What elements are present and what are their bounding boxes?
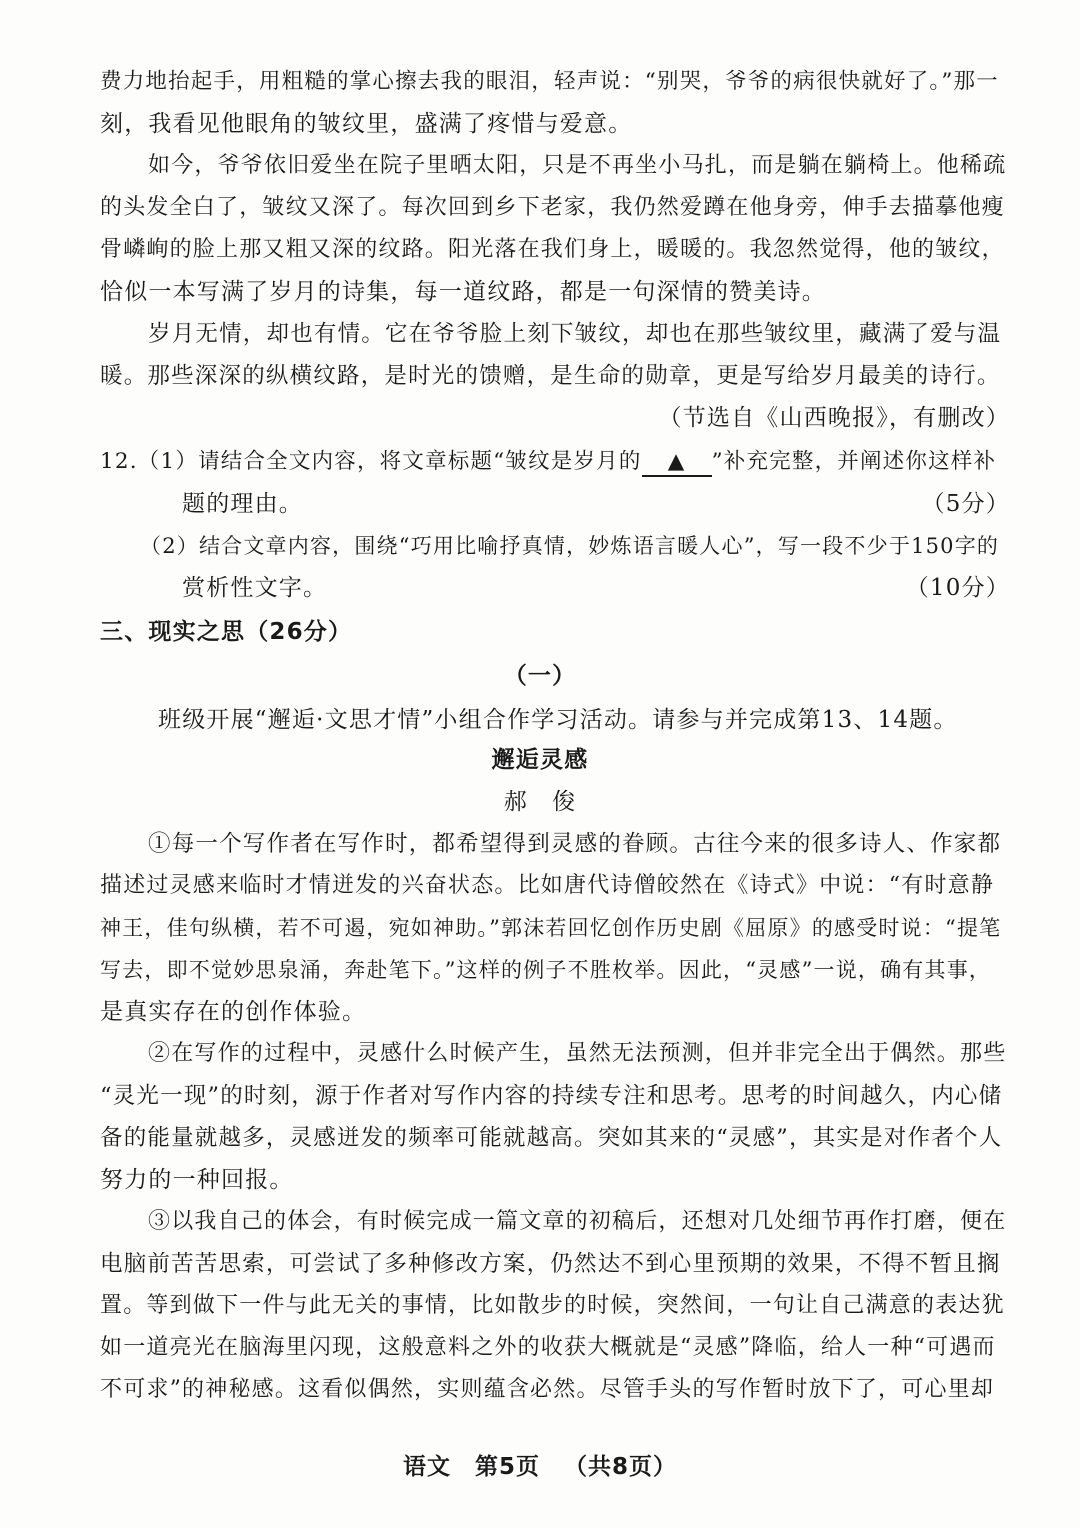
passage-line: 暖。那些深深的纵横纹路，是时光的馈赠，是生命的勋章，更是写给岁月最美的诗行。 — [100, 363, 1001, 389]
source-note: （节选自《山西晚报》，有删改） — [658, 405, 1010, 431]
q12-part1-prefix: 12.（1）请结合全文内容，将文章标题“皱纹是岁月的 — [100, 449, 642, 474]
passage-line: 费力地抬起手，用粗糙的掌心擦去我的眼泪，轻声说：“别哭，爷爷的病很快就好了。”那一 — [100, 69, 999, 94]
article-line: ③以我自己的体会，有时候完成一篇文章的初稿后，还想对几处细节再作打磨，便在 — [148, 1209, 1007, 1234]
passage-line: 的头发全白了，皱纹又深了。每次回到乡下老家，我仍然爱蹲在他身旁，伸手去描摹他瘦 — [100, 195, 1005, 220]
article-line: 不可求”的神秘感。这看似偶然，实则蕴含必然。尽管手头的写作暂时放下了，可心里却 — [100, 1377, 995, 1402]
q12-part1-line2 — [182, 484, 1010, 524]
article-line: 描述过灵感来临时才情迸发的兴奋状态。比如唐代诗僧皎然在《诗式》中说：“有时意静 — [100, 873, 995, 898]
passage-line: 岁月无情，却也有情。它在爷爷脸上刻下皱纹，却也在那些皱纹里，藏满了爱与温 — [148, 321, 1002, 347]
q12-part2: （2）结合文章内容，围绕“巧用比喻抒真情，妙炼语言暖人心”，写一段不少于150字的 — [140, 534, 1000, 558]
activity-intro: 班级开展“邂逅·文思才情”小组合作学习活动。请参与并完成第13、14题。 — [158, 707, 958, 733]
article-line: 努力的一种回报。 — [100, 1167, 294, 1193]
footer-subject: 语文 — [402, 1454, 451, 1480]
article-line: 神王，佳句纵横，若不可遏，宛如神助。”郭沫若回忆创作历史剧《屈原》的感受时说：“提笔 — [100, 916, 1002, 940]
q12-part1 — [100, 442, 1010, 482]
part-number: （一） — [503, 663, 577, 689]
passage-line: 刻，我看见他眼角的皱纹里，盛满了疼惜与爱意。 — [100, 111, 633, 137]
q12-part2-score: （10分） — [905, 575, 1010, 601]
passage-line: 恰似一本写满了岁月的诗集，每一道纹路，都是一句深情的赞美诗。 — [100, 279, 826, 305]
article-line: 是真实存在的创作体验。 — [100, 999, 367, 1025]
footer-page: 第5页 — [474, 1454, 540, 1480]
article-line: 写去，即不觉妙思泉涌，奔赴笔下。”这样的例子不胜枚举。因此，“灵感”一说，确有其事， — [100, 958, 992, 982]
q12-part2-line2 — [182, 568, 1010, 608]
q12-part1-text: 题的理由。 — [182, 491, 303, 517]
passage-line: 骨嶙峋的脸上那又粗又深的纹路。阳光落在我们身上，暖暖的。我忽然觉得，他的皱纹， — [100, 237, 1005, 262]
q12-part1-score: （5分） — [921, 491, 1010, 517]
article-line: 电脑前苦苦思索，可尝试了多种修改方案，仍然达不到心里预期的效果，不得不暂且搁 — [100, 1251, 1001, 1277]
article-line: 置。等到做下一件与此无关的事情，比如散步的时候，突然间，一句让自己满意的表达犹 — [100, 1293, 1005, 1318]
q12-part1-suffix: ”补充完整，并阐述你这样补 — [711, 449, 997, 474]
passage-line: 如今，爷爷依旧爱坐在院子里晒太阳，只是不再坐小马扎，而是躺在躺椅上。他稀疏 — [148, 153, 1007, 178]
section-heading: 三、现实之思（26分） — [100, 619, 353, 645]
article-line: ②在写作的过程中，灵感什么时候产生，虽然无法预测，但并非完全出于偶然。那些 — [148, 1041, 1007, 1066]
article-author: 郝 俊 — [503, 789, 577, 815]
article-line: 备的能量就越多，灵感迸发的频率可能就越高。突如其来的“灵感”，其实是对作者个人 — [100, 1125, 1003, 1151]
article-title: 邂逅灵感 — [491, 747, 589, 773]
page-footer — [0, 1448, 1080, 1481]
answer-blank[interactable]: ▲ — [642, 449, 712, 477]
article-line: 如一道亮光在脑海里闪现，这般意料之外的收获大概就是“灵感”降临，给人一种“可遇而 — [100, 1335, 996, 1360]
article-line: ①每一个写作者在写作时，都希望得到灵感的眷顾。古往今来的很多诗人、作家都 — [148, 831, 1002, 857]
article-line: “灵光一现”的时刻，源于作者对写作内容的持续专注和思考。思考的时间越久，内心储 — [100, 1083, 1003, 1109]
q12-part2-text: 赏析性文字。 — [182, 575, 328, 601]
footer-total: （共8页） — [564, 1454, 678, 1480]
